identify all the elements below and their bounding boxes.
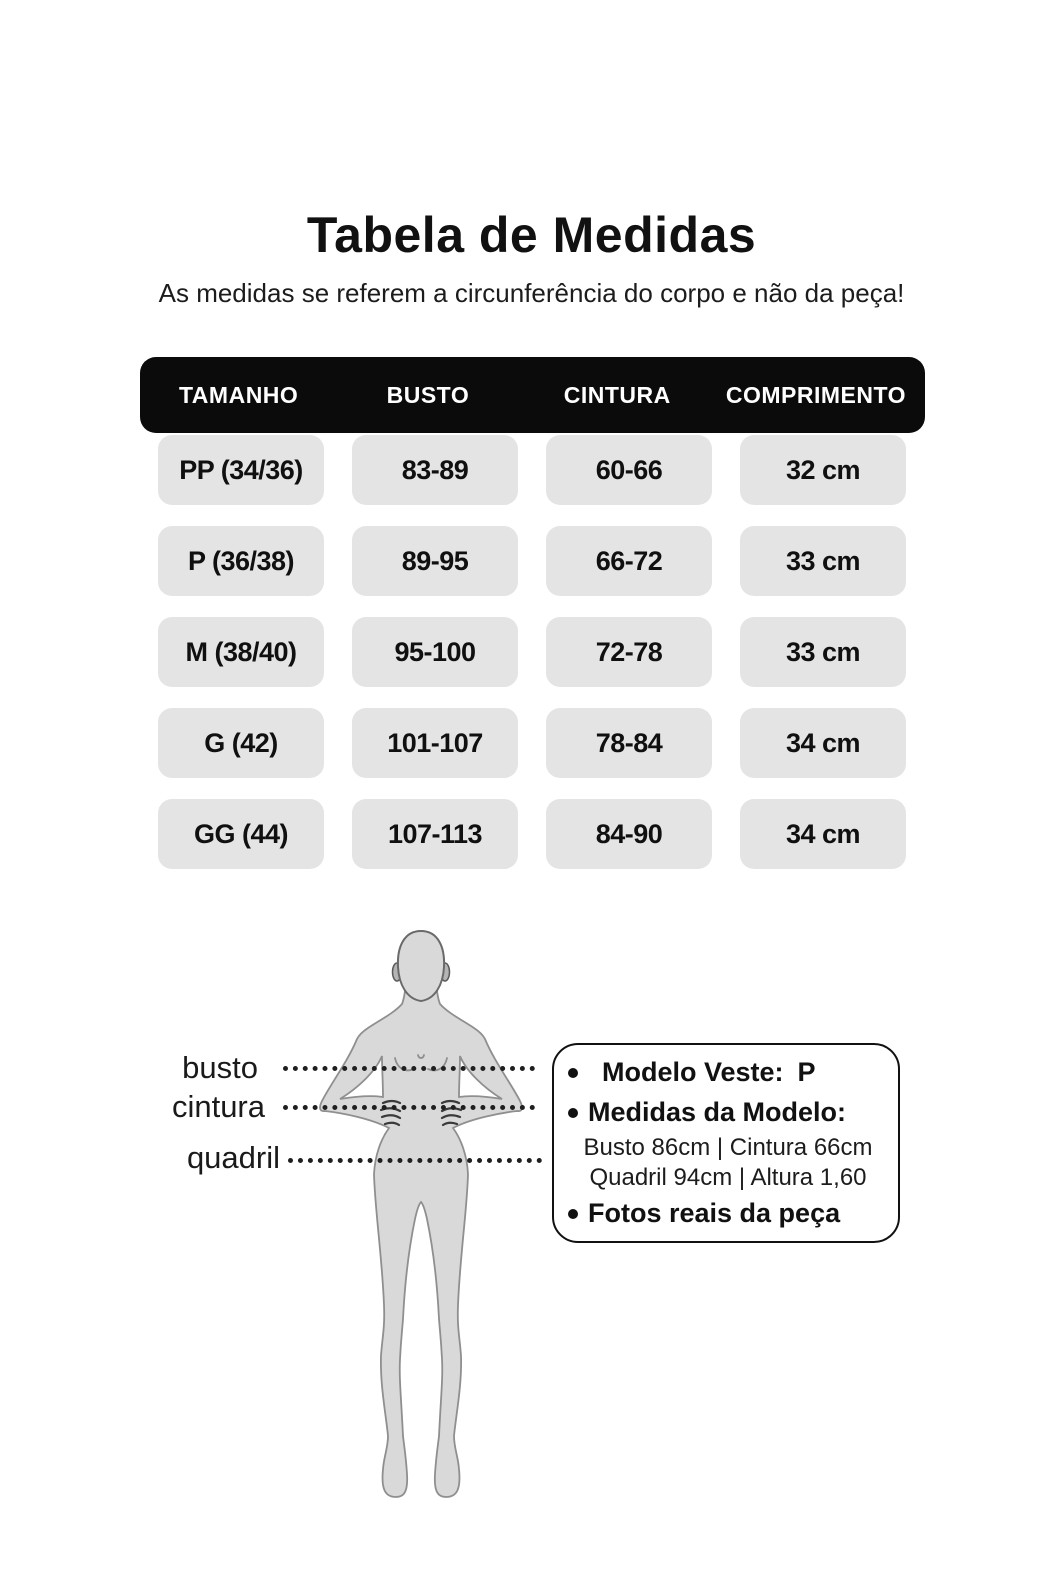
model-info-card <box>552 1043 900 1243</box>
cell-tamanho: PP (34/36) <box>158 435 324 505</box>
medidas-modelo-label: Medidas da Modelo: <box>588 1097 847 1127</box>
cell-comprimento: 33 cm <box>740 617 906 687</box>
cell-comprimento: 32 cm <box>740 435 906 505</box>
column-header-cintura: CINTURA <box>563 381 671 408</box>
busto-dotted-line <box>283 1066 535 1071</box>
cell-cintura: 84-90 <box>546 799 712 869</box>
label-busto: busto <box>182 1050 258 1085</box>
cell-comprimento: 34 cm <box>740 708 906 778</box>
page-title: Tabela de Medidas <box>306 207 757 263</box>
cell-comprimento: 33 cm <box>740 526 906 596</box>
bullet-icon <box>568 1209 578 1219</box>
cell-cintura: 60-66 <box>546 435 712 505</box>
cintura-dotted-line <box>283 1105 535 1110</box>
label-cintura: cintura <box>171 1089 265 1124</box>
bullet-icon <box>568 1068 578 1078</box>
cell-cintura: 72-78 <box>546 617 712 687</box>
modelo-veste-label: Modelo Veste: <box>602 1057 784 1087</box>
cell-busto: 107-113 <box>352 799 518 869</box>
cell-cintura: 66-72 <box>546 526 712 596</box>
cell-busto: 101-107 <box>352 708 518 778</box>
column-header-comprimento: COMPRIMENTO <box>725 381 906 408</box>
label-quadril: quadril <box>186 1140 280 1175</box>
table-header-row <box>158 357 906 433</box>
cell-busto: 95-100 <box>352 617 518 687</box>
cell-busto: 83-89 <box>352 435 518 505</box>
quadril-dotted-line <box>288 1158 542 1163</box>
cell-tamanho: P (36/38) <box>158 526 324 596</box>
column-header-busto: BUSTO <box>386 381 470 408</box>
fotos-reais-label: Fotos reais da peça <box>588 1198 841 1228</box>
cell-comprimento: 34 cm <box>740 799 906 869</box>
bullet-icon <box>568 1108 578 1118</box>
cell-tamanho: M (38/40) <box>158 617 324 687</box>
column-header-tamanho: TAMANHO <box>178 381 299 408</box>
cell-cintura: 78-84 <box>546 708 712 778</box>
modelo-veste-value: P <box>797 1057 816 1087</box>
modelo-veste-row <box>568 1057 888 1088</box>
size-table <box>158 435 906 869</box>
medidas-line-2: Quadril 94cm | Altura 1,60 <box>589 1164 867 1191</box>
fotos-reais-row <box>568 1198 888 1229</box>
female-body-silhouette <box>296 925 546 1510</box>
medidas-modelo-row <box>568 1097 888 1128</box>
cell-tamanho: G (42) <box>158 708 324 778</box>
cell-busto: 89-95 <box>352 526 518 596</box>
medidas-line-1: Busto 86cm | Cintura 66cm <box>583 1134 873 1161</box>
page-subtitle: As medidas se referem a circunferência do corpo e não da peça! <box>158 278 905 308</box>
cell-tamanho: GG (44) <box>158 799 324 869</box>
